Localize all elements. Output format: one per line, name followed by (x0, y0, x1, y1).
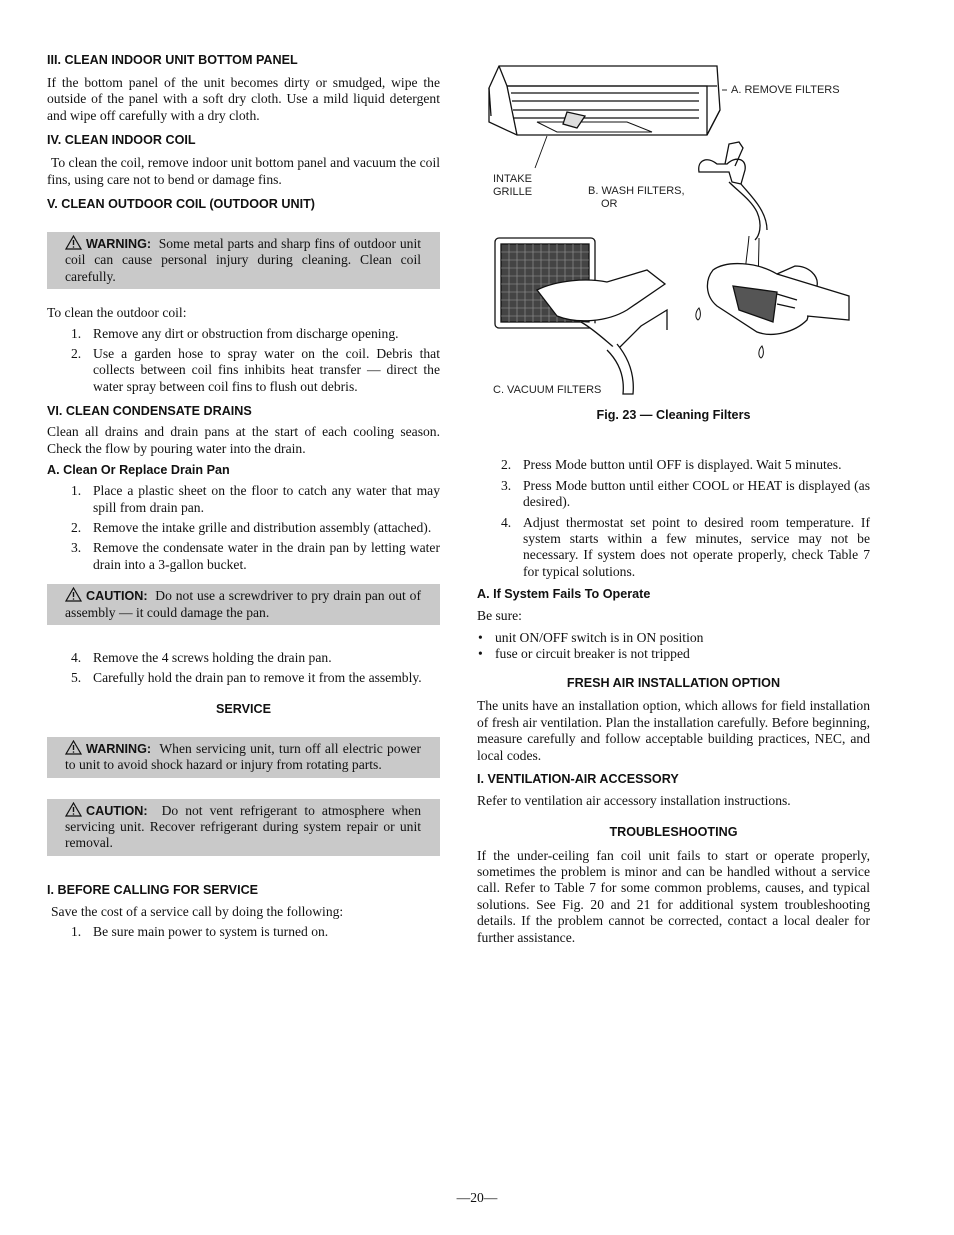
figure-label-intake: INTAKE (493, 173, 532, 185)
warning-triangle-icon (65, 587, 82, 602)
section-heading-fresh-air: FRESH AIR INSTALLATION OPTION (566, 676, 781, 691)
indoor-unit-illustration (489, 66, 720, 135)
hands-washing-filter (707, 264, 849, 335)
section-heading-ventilation: I. VENTILATION-AIR ACCESSORY (477, 772, 679, 787)
drain-steps-list (47, 483, 440, 573)
figure-label-remove-filters: A. REMOVE FILTERS (731, 84, 840, 96)
right-column (477, 50, 870, 946)
section-heading-clean-indoor-coil: IV. CLEAN INDOOR COIL (47, 133, 196, 148)
caution-label: CAUTION: (86, 803, 148, 818)
subsection-heading-system-fails: A. If System Fails To Operate (477, 587, 651, 602)
paragraph-bottom-panel: If the bottom panel of the unit becomes dirty or smudged, wipe the outside of the panel with a soft dry cloth. Use a mild liquid detergent and wipe off carefully with a dry cloth. (47, 75, 440, 123)
service-steps-list-continued (477, 457, 870, 580)
list-item: 1. Be sure main power to system is turned on. (71, 924, 329, 940)
paragraph-ventilation: Refer to ventilation air accessory installation instructions. (477, 793, 791, 809)
page-number: —20— (456, 1190, 498, 1205)
vacuum-filter-illustration (495, 238, 667, 394)
figure-cleaning-filters (477, 60, 870, 402)
caution-label: CAUTION: (86, 589, 148, 604)
section-heading-troubleshooting: TROUBLESHOOTING (609, 824, 738, 839)
left-column (47, 50, 440, 941)
warning-box-outdoor-coil (47, 232, 440, 289)
caution-box-drain-pan (47, 584, 440, 625)
figure-label-vacuum-filters: C. VACUUM FILTERS (493, 384, 602, 396)
figure-label-grille: GRILLE (493, 186, 533, 198)
paragraph-indoor-coil: To clean the coil, remove indoor unit bottom panel and vacuum the coil fins, using care not to bend or damage fins. (47, 155, 441, 187)
list-item: 2. Use a garden hose to spray water on the coil. Debris that collects between coil fins inhibits heat transfer — direct the water spray between coil fins to flush out debris. (71, 346, 440, 394)
list-item: 1. Remove any dirt or obstruction from discharge opening. (71, 325, 399, 341)
list-item: • unit ON/OFF switch is in ON position (478, 629, 704, 645)
paragraph-be-sure: Be sure: (477, 608, 522, 624)
paragraph-troubleshooting: If the under-ceiling fan coil unit fails to start or operate properly, sometimes the problem is minor and can be handled without a service call. Refer to Table 7 for some common problems, causes, and typical solutions. See Fig. 20 and 21 for additional system troubleshooting details. If the problem cannot be corrected, contact a local dealer for further assistance. (477, 847, 870, 945)
faucet-illustration (699, 142, 767, 240)
before-steps-list (47, 924, 440, 940)
section-heading-service: SERVICE (215, 701, 272, 716)
caution-text: Do not vent refrigerant to atmosphere when servicing unit. Recover refrigerant during system repair or unit removal. (65, 802, 422, 851)
paragraph-condensate-drains: Clean all drains and drain pans at the start of each cooling season. Check the flow by pouring water into the drain. (47, 424, 440, 456)
warning-text: When servicing unit, turn off all electric power to unit to avoid shock hazard or injury from rotating parts. (65, 740, 421, 773)
section-heading-before-calling: I. BEFORE CALLING FOR SERVICE (47, 882, 259, 897)
be-sure-list (477, 630, 870, 663)
list-item: 4. Adjust thermostat set point to desired room temperature. If system starts within a few minutes, service may not be necessary. If system does not operate properly, check Table 7 for typical solutions. (501, 514, 870, 579)
caution-text: Do not use a screwdriver to pry drain pan out of assembly — it could damage the pan. (65, 588, 421, 620)
paragraph-fresh-air: The units have an installation option, which allows for field installation of fresh air ventilation. Plan the installation carefully. Before beginning, measure carefully and follow acceptable building practices, NEC, and local codes. (477, 698, 870, 763)
subsection-heading-drain-pan: A. Clean Or Replace Drain Pan (47, 463, 230, 478)
warning-triangle-icon (65, 235, 82, 250)
list-item: 4. Remove the 4 screws holding the drain pan. (71, 649, 332, 665)
list-item: 1. Place a plastic sheet on the floor to catch any water that may spill from drain pan. (71, 483, 440, 515)
paragraph-before-calling: Save the cost of a service call by doing the following: (51, 903, 344, 919)
drain-steps-list-continued (47, 650, 440, 687)
warning-triangle-icon (65, 740, 82, 755)
caution-box-refrigerant (47, 799, 440, 856)
list-item: 3. Remove the condensate water in the drain pan by letting water drain into a 3-gallon bucket. (71, 540, 440, 572)
warning-box-servicing (47, 737, 440, 778)
section-heading-clean-bottom-panel: III. CLEAN INDOOR UNIT BOTTOM PANEL (47, 53, 298, 67)
warning-triangle-icon (65, 802, 82, 817)
list-item: 5. Carefully hold the drain pan to remove it from the assembly. (71, 670, 422, 686)
list-item: 2. Remove the intake grille and distribution assembly (attached). (71, 519, 432, 535)
warning-label: WARNING: (86, 741, 152, 756)
paragraph-outdoor-intro: To clean the outdoor coil: (47, 305, 187, 321)
outdoor-steps-list (47, 326, 440, 396)
section-heading-clean-condensate-drains: VI. CLEAN CONDENSATE DRAINS (47, 404, 252, 419)
figure-caption: Fig. 23 — Cleaning Filters (596, 408, 751, 422)
warning-label: WARNING: (86, 237, 152, 252)
section-heading-clean-outdoor-coil: V. CLEAN OUTDOOR COIL (OUTDOOR UNIT) (47, 197, 315, 212)
figure-label-or: OR (601, 198, 618, 210)
figure-label-wash-filters: B. WASH FILTERS, (588, 185, 685, 197)
warning-text: Some metal parts and sharp fins of outdoor unit coil can cause personal injury during cleaning. Clean coil carefully. (65, 236, 421, 284)
list-item: 3. Press Mode button until either COOL or HEAT is displayed (as desired). (501, 477, 870, 510)
list-item: • fuse or circuit breaker is not tripped (478, 646, 690, 662)
list-item: 2. Press Mode button until OFF is displayed. Wait 5 minutes. (501, 457, 842, 473)
